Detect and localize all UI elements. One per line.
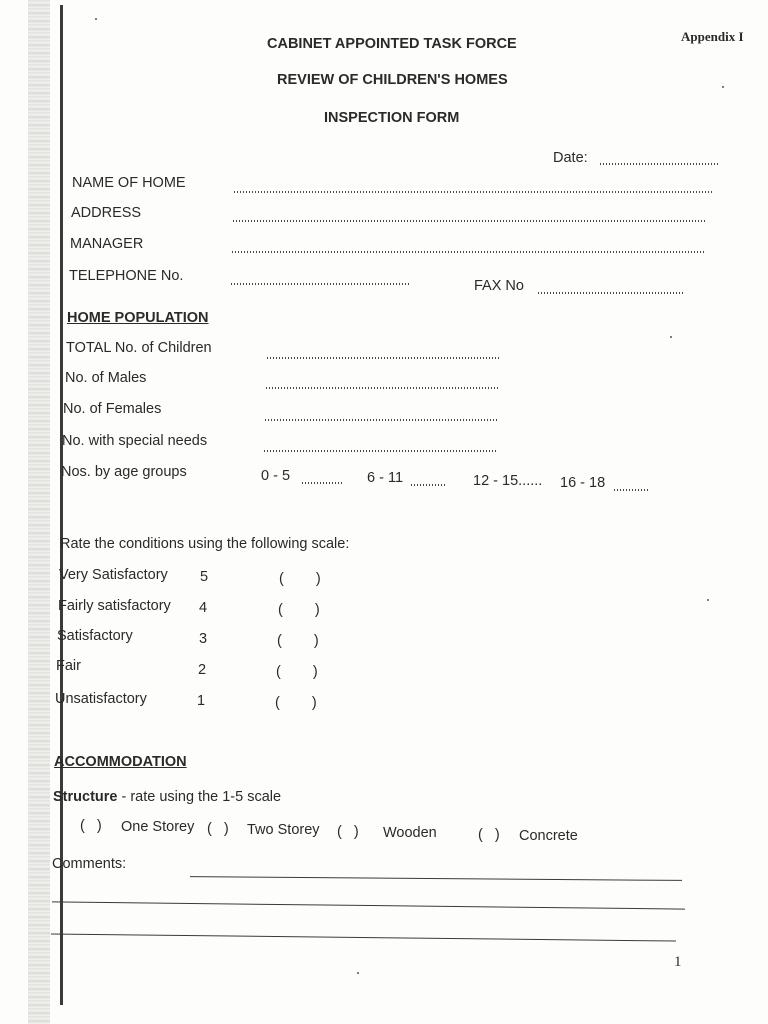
scale-label-3: Satisfactory [57,628,133,644]
wooden-checkbox[interactable]: ( ) [337,824,359,840]
concrete-checkbox[interactable]: ( ) [478,827,500,843]
scale-checkbox-1[interactable]: ( ) [275,695,317,711]
comments-line-1[interactable] [190,876,682,881]
accommodation-heading: ACCOMMODATION [54,754,187,770]
comments-line-3[interactable] [51,933,676,941]
address-field[interactable] [233,220,705,222]
females-label: No. of Females [63,401,162,417]
name-of-home-field[interactable] [234,191,712,193]
title-line-1: CABINET APPOINTED TASK FORCE [267,36,517,52]
males-label: No. of Males [65,370,147,386]
date-field[interactable] [600,163,718,165]
title-line-3: INSPECTION FORM [324,110,460,126]
scale-value-2: 2 [198,662,207,678]
scale-value-5: 5 [200,569,209,585]
appendix-label: Appendix I [681,29,744,44]
telephone-label: TELEPHONE No. [69,268,184,284]
age-group-16-18: 16 - 18 [560,475,606,491]
scale-label-4: Fairly satisfactory [58,598,171,614]
scan-speck [670,336,672,338]
scale-value-4: 4 [199,600,208,616]
margin-line [60,5,63,1005]
page-number: 1 [674,954,682,970]
scan-speck [707,599,709,601]
scale-value-1: 1 [197,693,206,709]
date-label: Date: [553,150,588,166]
comments-line-2[interactable] [52,901,685,909]
title-line-2: REVIEW OF CHILDREN'S HOMES [277,72,508,88]
age-group-6-11-field[interactable] [411,484,447,486]
wooden-label: Wooden [383,825,437,841]
special-needs-label: No. with special needs [62,433,208,449]
age-group-16-18-field[interactable] [614,489,648,491]
rating-instruction: Rate the conditions using the following scale: [60,536,350,552]
concrete-label: Concrete [519,828,578,844]
fax-field[interactable] [538,292,684,294]
binding-edge [28,0,50,1024]
scale-label-5: Very Satisfactory [59,567,168,583]
age-group-12-15: 12 - 15...... [473,473,543,489]
scale-label-1: Unsatisfactory [55,691,147,707]
manager-field[interactable] [232,251,704,253]
scale-checkbox-4[interactable]: ( ) [278,602,320,618]
structure-instruction [53,789,281,805]
one-storey-label: One Storey [121,819,195,835]
manager-label: MANAGER [70,236,144,252]
two-storey-checkbox[interactable]: ( ) [207,821,229,837]
scale-value-3: 3 [199,631,208,647]
structure-bold: Structure [53,789,118,805]
total-children-field[interactable] [267,357,499,359]
age-group-6-11: 6 - 11 [367,470,404,486]
special-needs-field[interactable] [264,450,498,452]
age-group-0-5-field[interactable] [302,482,344,484]
females-field[interactable] [265,419,497,421]
scale-checkbox-2[interactable]: ( ) [276,664,318,680]
total-children-label: TOTAL No. of Children [66,340,212,356]
fax-label: FAX No [474,278,524,294]
scan-speck [722,86,724,88]
one-storey-checkbox[interactable]: ( ) [80,818,102,834]
age-groups-label: Nos. by age groups [61,464,187,480]
age-group-0-5: 0 - 5 [261,468,291,484]
scale-checkbox-3[interactable]: ( ) [277,633,319,649]
scale-checkbox-5[interactable]: ( ) [279,571,321,587]
two-storey-label: Two Storey [247,822,320,838]
name-of-home-label: NAME OF HOME [72,175,186,191]
scale-label-2: Fair [56,658,81,674]
scan-speck [95,18,97,20]
telephone-field[interactable] [231,283,411,285]
structure-rest: - rate using the 1-5 scale [117,789,282,805]
comments-label: Comments: [52,856,127,872]
scan-speck [357,972,359,974]
males-field[interactable] [266,387,498,389]
address-label: ADDRESS [71,205,142,221]
home-population-heading: HOME POPULATION [67,310,209,326]
